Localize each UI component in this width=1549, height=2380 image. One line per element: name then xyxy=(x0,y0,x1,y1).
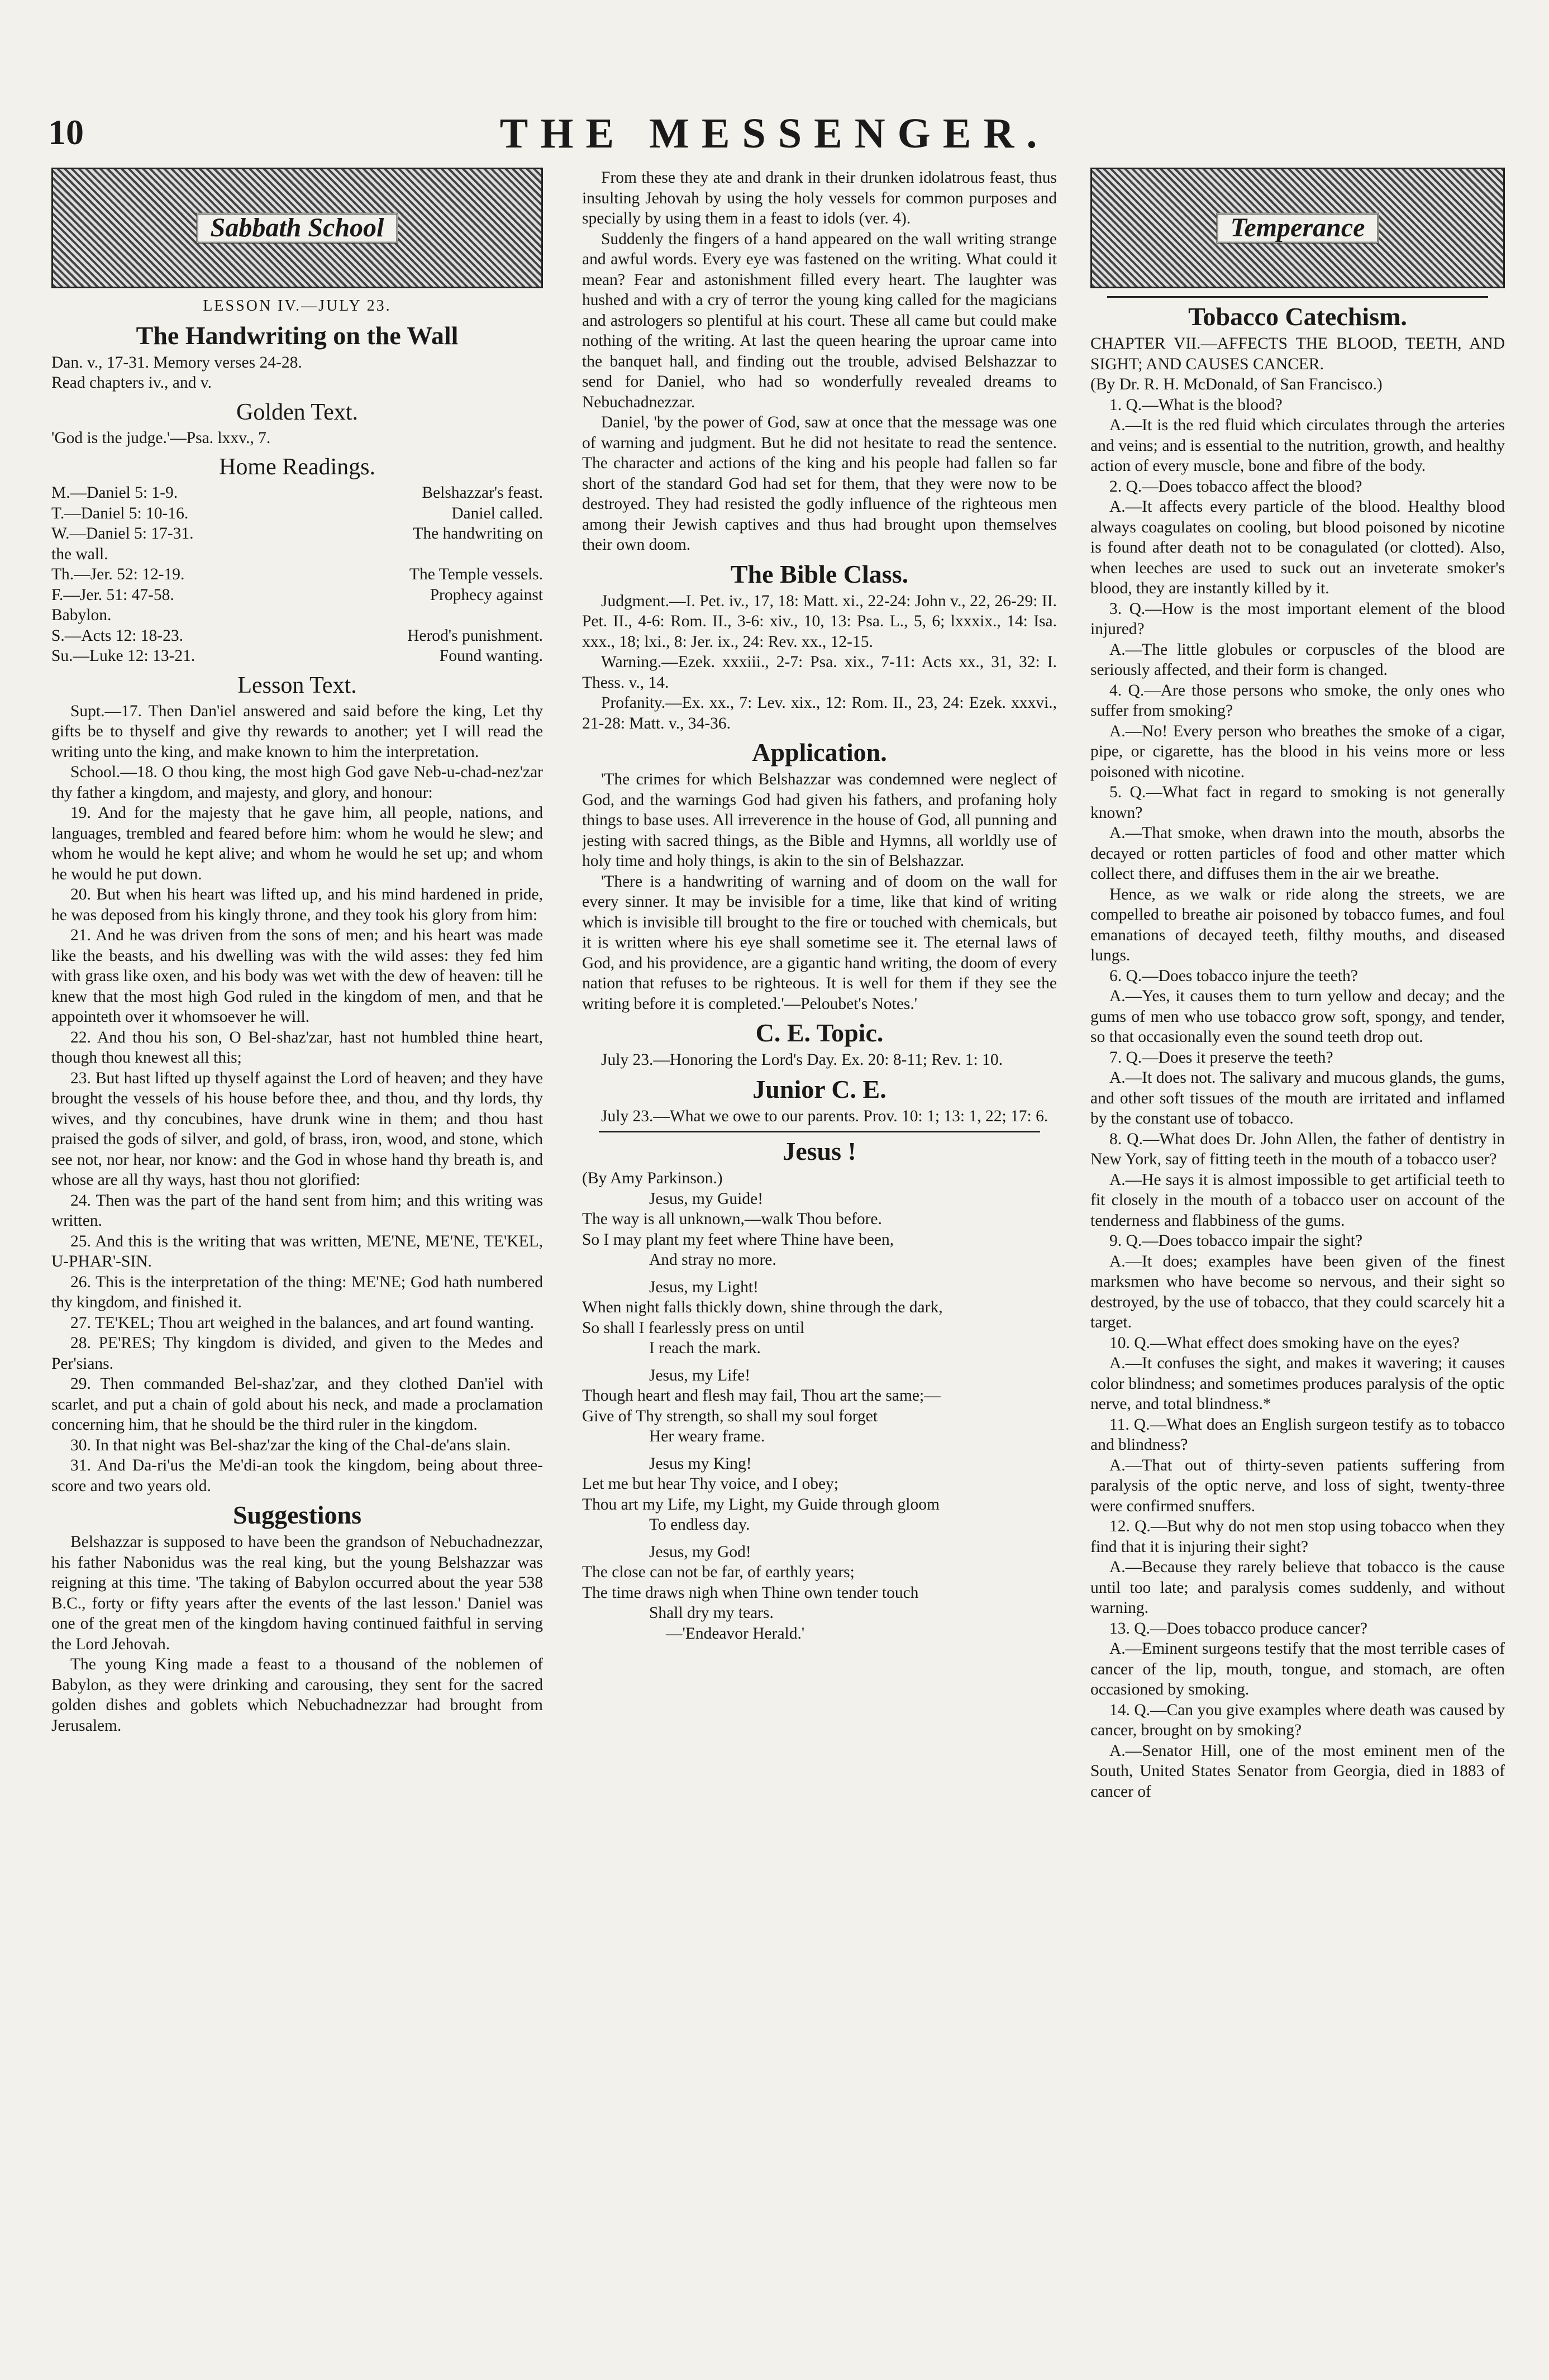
lesson-verse: 30. In that night was Bel-shaz'zar the king of the Chal-de'ans slain. xyxy=(70,1436,511,1454)
temperance-banner xyxy=(1090,168,1505,288)
paragraph: The young King made a feast to a thousand of the noblemen of Babylon, as they were drinking and carousing, they sent for the sacred golden dishes and goblets which Nebuchadnezzar had brought from Jerusalem. xyxy=(51,1655,543,1735)
catechism-text xyxy=(1090,395,1505,1802)
catechism-entry: 5. Q.—What fact in regard to smoking is not generally known? xyxy=(1090,783,1505,822)
reading-note: Read chapters iv., and v. xyxy=(51,374,212,392)
application-text xyxy=(582,769,1057,1014)
paragraph: Judgment.—I. Pet. iv., 17, 18: Matt. xi., 22-24: John v., 22, 26-29: II. Pet. II., 4-6: Rom. II., 3-6: xiv., 10, 13: Psa. L., 5, 6; lxxxix., 14: Isa. xxx., 18; lxi., 8: Jer. ix., 24: Rev. xx., 12-15. xyxy=(582,592,1057,651)
lesson-reference: Dan. v., 17-31. Memory verses 24-28. xyxy=(51,353,302,372)
catechism-entry: A.—It does not. The salivary and mucous glands, the gums, and other soft tissues of the mouth are irritated and inflamed by the constant use of tobacco. xyxy=(1090,1069,1505,1127)
paragraph: 'There is a handwriting of warning and of doom on the wall for every sinner. It may be invisible for a time, like that kind of writing which is invisible till brought to the fire or touched with chemicals, but it is written where his eye shall sometime see it. The eternal laws of God, and his providence, are a gigantic hand writing, the doom of every nation that refuses to be righteous. It is well for them if they see the writing before it is completed.'—Peloubet's Notes.' xyxy=(582,872,1057,1013)
reading-row xyxy=(51,523,543,544)
reading-ref: Su.—Luke 12: 13-21. xyxy=(51,647,196,665)
catechism-entry: A.—It is the red fluid which circulates through the arteries and veins; and is essential to the nutrition, growth, and healthy action of every muscle, bone and fibre of the body. xyxy=(1090,416,1505,475)
reading-topic: Prophecy against xyxy=(430,586,543,604)
golden-text-heading: Golden Text. xyxy=(236,399,358,425)
lesson-verse: 26. This is the interpretation of the thing: ME'NE; God hath numbered thy kingdom, and finished it. xyxy=(51,1273,543,1311)
poem-line: The time draws nigh when Thine own tender touch xyxy=(582,1583,919,1602)
catechism-entry: 12. Q.—But why do not men stop using tobacco when they find that it is injuring their sight? xyxy=(1090,1517,1505,1556)
poem-line: Let me but hear Thy voice, and I obey; xyxy=(582,1475,839,1493)
reading-ref: F.—Jer. 51: 47-58. xyxy=(51,586,174,604)
lesson-verse: Supt.—17. Then Dan'iel answered and said before the king, Let thy gifts be to thyself and give thy rewards to another; yet I will read the writing unto the king, and make known to him the interpretation. xyxy=(51,702,543,761)
home-readings-list xyxy=(51,483,543,667)
poem-line: Give of Thy strength, so shall my soul forget xyxy=(582,1407,878,1425)
stanza-break xyxy=(582,1535,1057,1542)
paragraph: Belshazzar is supposed to have been the grandson of Nebuchadnezzar, his father Nabonidus was the real king, but the young Belshazzar was reigning at this time. 'The taking of Babylon occurred about the year 538 B.C., forty or fifty years after the events of the last lesson.' Daniel was one of the great men of the kingdom having continued faithful in serving the Lord Jehovah. xyxy=(51,1533,543,1653)
bible-class-heading: The Bible Class. xyxy=(730,559,909,588)
reading-row xyxy=(51,605,543,626)
lesson-verse: 20. But when his heart was lifted up, and his mind hardened in pride, he was deposed from his kingly throne, and they took his glory from him: xyxy=(51,886,543,924)
catechism-entry: 14. Q.—Can you give examples where death was caused by cancer, brought on by smoking? xyxy=(1090,1701,1505,1739)
lesson-verse: 19. And for the majesty that he gave him, all people, nations, and languages, trembled and feared before him: whom he would he slew; and whom he would he kept alive; and whom he would he set up; and whom he would he put down. xyxy=(51,804,543,883)
catechism-entry: 8. Q.—What does Dr. John Allen, the father of dentistry in New York, say of fitting teeth in the mouth of a tobacco user? xyxy=(1090,1130,1505,1168)
poem-line: So shall I fearlessly press on until xyxy=(582,1318,805,1337)
paragraph: 'The crimes for which Belshazzar was condemned were neglect of God, and the warnings God had given his fathers, and profaning holy things to base uses. All irreverence in the house of God, all punning and jesting with sacred things, as the Bible and Hymns, all worldly use of holy time and holy things, is akin to the sin of Belshazzar. xyxy=(582,770,1057,870)
catechism-entry: 4. Q.—Are those persons who smoke, the only ones who suffer from smoking? xyxy=(1090,681,1505,720)
stanza-break xyxy=(582,1270,1057,1277)
poem-line: Jesus, my Light! xyxy=(649,1278,759,1296)
reading-ref: the wall. xyxy=(51,545,108,563)
catechism-entry: 10. Q.—What effect does smoking have on the eyes? xyxy=(1109,1334,1460,1352)
lesson-text xyxy=(51,701,543,1497)
poem-line: Jesus, my God! xyxy=(649,1543,751,1561)
poem-title: Jesus ! xyxy=(783,1137,856,1165)
reading-row xyxy=(51,483,543,503)
reading-topic: Found wanting. xyxy=(439,647,543,665)
home-readings-heading: Home Readings. xyxy=(219,454,375,480)
reading-row xyxy=(51,646,543,667)
reading-ref: Th.—Jer. 52: 12-19. xyxy=(51,565,185,583)
sabbath-school-banner xyxy=(51,168,543,288)
lesson-verse: 21. And he was driven from the sons of men; and his heart was made like the beasts, and his dwelling was with the wild asses: they fed him with grass like oxen, and his body was wet with the dew of heaven: till he knew that the most high God ruled in the kingdom of men, and that he appointeth over it whomsoever he will. xyxy=(51,926,543,1026)
catechism-entry: A.—No! Every person who breathes the smoke of a cigar, pipe, or cigarette, has the blood in his veins more or less poisoned with nicotine. xyxy=(1090,722,1505,781)
catechism-entry: 7. Q.—Does it preserve the teeth? xyxy=(1109,1048,1333,1067)
catechism-title: Tobacco Catechism. xyxy=(1188,302,1407,331)
lesson-continued-column xyxy=(582,168,1057,2346)
reading-topic: Belshazzar's feast. xyxy=(422,484,543,502)
catechism-entry: A.—Eminent surgeons testify that the most terrible cases of cancer of the lip, mouth, tongue, and stomach, are often occasioned by smoking. xyxy=(1090,1640,1505,1698)
catechism-entry: Hence, as we walk or ride along the streets, we are compelled to breathe air poisoned by tobacco fumes, and foul emanations of decayed teeth, filthy mouths, and diseased lungs. xyxy=(1090,885,1505,964)
poem-line: I reach the mark. xyxy=(649,1339,761,1357)
suggestions-heading: Suggestions xyxy=(232,1501,362,1529)
poem-line: —'Endeavor Herald.' xyxy=(666,1624,805,1643)
reading-row xyxy=(51,503,543,524)
catechism-entry: A.—Because they rarely believe that tobacco is the cause until too late; and paralysis comes suddenly, and without warning. xyxy=(1090,1558,1505,1617)
paragraph: From these they ate and drank in their drunken idolatrous feast, thus insulting Jehovah by using the holy vessels for common purposes and specially by using them in a feast to idols (ver. 4). xyxy=(582,169,1057,227)
catechism-entry: A.—It does; examples have been given of the finest marksmen who have become so nervous, and their sight so destroyed, by the use of tobacco, that they could scarcely hit a target. xyxy=(1090,1252,1505,1331)
reading-row xyxy=(51,544,543,565)
catechism-entry: 2. Q.—Does tobacco affect the blood? xyxy=(1109,477,1362,496)
lesson-verse: 25. And this is the writing that was written, ME'NE, ME'NE, TE'KEL, U-PHAR'-SIN. xyxy=(51,1232,543,1270)
lesson-verse: 27. TE'KEL; Thou art weighed in the balances, and art found wanting. xyxy=(70,1313,535,1332)
divider xyxy=(599,1131,1040,1132)
catechism-entry: 11. Q.—What does an English surgeon testify as to tobacco and blindness? xyxy=(1090,1415,1505,1454)
catechism-entry: A.—It affects every particle of the blood. Healthy blood always coagulates on cooling, but blood poisoned by nicotine is found after death not to be conagulated (or clotted). Also, when leeches are used to suck out an inveterate smoker's blood, they are instantly killed by it. xyxy=(1090,498,1505,597)
catechism-entry: A.—Yes, it causes them to turn yellow and decay; and the gums of men who use tobacco grow soft, spongy, and tender, so that occasionally even the sound teeth drop out. xyxy=(1090,987,1505,1046)
poem xyxy=(582,1189,1057,1644)
lesson-verse: 23. But hast lifted up thyself against the Lord of heaven; and they have brought the vessels of his house before thee, and thou, and thy lords, thy wives, and thy concubines, have drunk wine in them; and thou hast praised the gods of silver, and gold, of brass, iron, wood, and stone, which see not, nor hear, nor know: and the God in whose hand thy breath is, and whose are all thy ways, hast thou not glorified: xyxy=(51,1069,543,1189)
lesson-verse: 22. And thou his son, O Bel-shaz'zar, hast not humbled thine heart, though thou knewest all this; xyxy=(51,1028,543,1067)
ce-topic-heading: C. E. Topic. xyxy=(755,1018,884,1047)
junior-ce-heading: Junior C. E. xyxy=(752,1074,886,1103)
reading-topic: Herod's punishment. xyxy=(407,626,543,645)
stanza-break xyxy=(582,1447,1057,1454)
reading-row xyxy=(51,585,543,606)
catechism-entry: A.—Senator Hill, one of the most eminent men of the South, United States Senator from Georgia, died in 1883 of cancer of xyxy=(1090,1741,1505,1801)
reading-topic: Daniel called. xyxy=(451,504,543,522)
catechism-entry: 9. Q.—Does tobacco impair the sight? xyxy=(1109,1232,1363,1250)
reading-ref: S.—Acts 12: 18-23. xyxy=(51,626,183,645)
poem-line: Thou art my Life, my Light, my Guide through gloom xyxy=(582,1495,940,1513)
catechism-entry: 6. Q.—Does tobacco injure the teeth? xyxy=(1109,967,1358,985)
poem-line: And stray no more. xyxy=(649,1251,776,1269)
paragraph: Daniel, 'by the power of God, saw at once that the message was one of warning and judgment. But he did not hesitate to read the sentence. The character and actions of the king and his people had fallen so far short of the standard God had set for them, that they were now to be destroyed. They had resisted the godly influence of the righteous men among their Jewish captives and thus had brought upon themselves their own doom. xyxy=(582,413,1057,554)
lesson-text-heading: Lesson Text. xyxy=(237,672,357,698)
catechism-entry: A.—He says it is almost impossible to get artificial teeth to fit closely in the mouth of a tobacco user on account of the tenderness and flabbiness of the gums. xyxy=(1090,1170,1505,1230)
catechism-entry: A.—That smoke, when drawn into the mouth, absorbs the decayed or rotten particles of food and other matter which collect there, and diffuses them in the air we breathe. xyxy=(1090,824,1505,883)
banner-title: Sabbath School xyxy=(197,213,398,244)
sabbath-school-column xyxy=(51,168,543,2346)
catechism-entry: 1. Q.—What is the blood? xyxy=(1109,396,1283,414)
poem-line: The way is all unknown,—walk Thou before. xyxy=(582,1210,882,1228)
lesson-title: The Handwriting on the Wall xyxy=(136,321,459,350)
poem-line: Jesus, my Life! xyxy=(649,1366,751,1384)
lesson-verse: 24. Then was the part of the hand sent from him; and this writing was written. xyxy=(51,1191,543,1230)
poem-line: When night falls thickly down, shine through the dark, xyxy=(582,1298,943,1316)
stanza-break xyxy=(582,1359,1057,1365)
paragraph: Suddenly the fingers of a hand appeared on the wall writing strange and awful words. Every eye was fastened on the writing. What could it mean? Fear and astonishment filled every heart. The laughter was hushed and with a cry of terror the young king called for the magicians and astrologers so plentiful at his court. These all came but could make nothing of the writing. At last the queen hearing the uproar came into the banquet hall, and finding out the trouble, advised Belshazzar to send for Daniel, who had so wonderfully revealed dreams to Nebuchadnezzar. xyxy=(582,230,1057,411)
reading-row xyxy=(51,626,543,646)
reading-ref: M.—Daniel 5: 1-9. xyxy=(51,484,178,502)
reading-ref: W.—Daniel 5: 17-31. xyxy=(51,525,194,542)
paragraph: Warning.—Ezek. xxxiii., 2-7: Psa. xix., 7-11: Acts xx., 31, 32: I. Thess. v., 14. xyxy=(582,653,1057,692)
poem-line: Her weary frame. xyxy=(649,1427,765,1445)
poem-line: Though heart and flesh may fail, Thou art the same;— xyxy=(582,1387,941,1405)
temperance-column xyxy=(1090,168,1505,2346)
poem-line: Jesus, my Guide! xyxy=(649,1189,764,1208)
lesson-verse: 29. Then commanded Bel-shaz'zar, and they clothed Dan'iel with scarlet, and put a chain of gold about his neck, and made a proclamation concerning him, that he should be the third ruler in the kingdom. xyxy=(51,1375,543,1434)
poem-line: Jesus my King! xyxy=(649,1454,752,1473)
banner-title: Temperance xyxy=(1217,213,1379,244)
golden-text: 'God is the judge.'—Psa. lxxv., 7. xyxy=(51,429,271,447)
poem-line: So I may plant my feet where Thine have been, xyxy=(582,1230,894,1249)
reading-topic: The handwriting on xyxy=(413,525,543,542)
catechism-entry: 13. Q.—Does tobacco produce cancer? xyxy=(1109,1619,1367,1638)
catechism-entry: 3. Q.—How is the most important element of the blood injured? xyxy=(1090,599,1505,638)
reading-row xyxy=(51,564,543,585)
junior-ce-text: July 23.—What we owe to our parents. Prov. 10: 1; 13: 1, 22; 17: 6. xyxy=(601,1107,1048,1125)
poem-line: Shall dry my tears. xyxy=(649,1604,774,1622)
lesson-commentary xyxy=(582,168,1057,555)
page-number: 10 xyxy=(48,112,84,152)
lesson-verse: School.—18. O thou king, the most high God gave Neb-u-chad-nez'zar thy father a kingdom, and majesty, and glory, and honour: xyxy=(51,763,543,802)
lesson-line: LESSON IV.—JULY 23. xyxy=(203,297,392,315)
byline: (By Dr. R. H. McDonald, of San Francisco.) xyxy=(1090,375,1383,393)
lesson-verse: 28. PE'RES; Thy kingdom is divided, and given to the Medes and Per'sians. xyxy=(51,1334,543,1373)
chapter-heading: CHAPTER VII.—AFFECTS THE BLOOD, TEETH, AND SIGHT; AND CAUSES CANCER. xyxy=(1090,335,1505,373)
divider xyxy=(1107,296,1488,298)
catechism-entry: A.—That out of thirty-seven patients suffering from paralysis of the optic nerve, and loss of sight, twenty-three were confirmed snuffers. xyxy=(1090,1456,1505,1515)
catechism-entry: A.—The little globules or corpuscles of the blood are seriously affected, and their form is changed. xyxy=(1090,640,1505,679)
poem-line: To endless day. xyxy=(649,1516,750,1534)
bible-class-text xyxy=(582,591,1057,734)
lesson-verse: 31. And Da-ri'us the Me'di-an took the kingdom, being about three-score and two years old. xyxy=(51,1456,543,1495)
masthead: THE MESSENGER. xyxy=(499,110,1050,157)
poem-line: The close can not be far, of earthly years; xyxy=(582,1563,855,1581)
ce-topic-text: July 23.—Honoring the Lord's Day. Ex. 20: 8-11; Rev. 1: 10. xyxy=(601,1051,1003,1069)
paragraph: Profanity.—Ex. xx., 7: Lev. xix., 12: Rom. II., 23, 24: Ezek. xxxvi., 21-28: Matt. v., 34-36. xyxy=(582,694,1057,732)
suggestions-text xyxy=(51,1532,543,1736)
reading-topic: The Temple vessels. xyxy=(409,565,543,583)
poem-author: (By Amy Parkinson.) xyxy=(582,1169,723,1187)
reading-ref: Babylon. xyxy=(51,606,112,624)
application-heading: Application. xyxy=(752,738,887,767)
reading-ref: T.—Daniel 5: 10-16. xyxy=(51,504,189,522)
catechism-entry: A.—It confuses the sight, and makes it wavering; it causes color blindness; and sometimes produces paralysis of the optic nerve, and total blindness.* xyxy=(1090,1354,1505,1413)
